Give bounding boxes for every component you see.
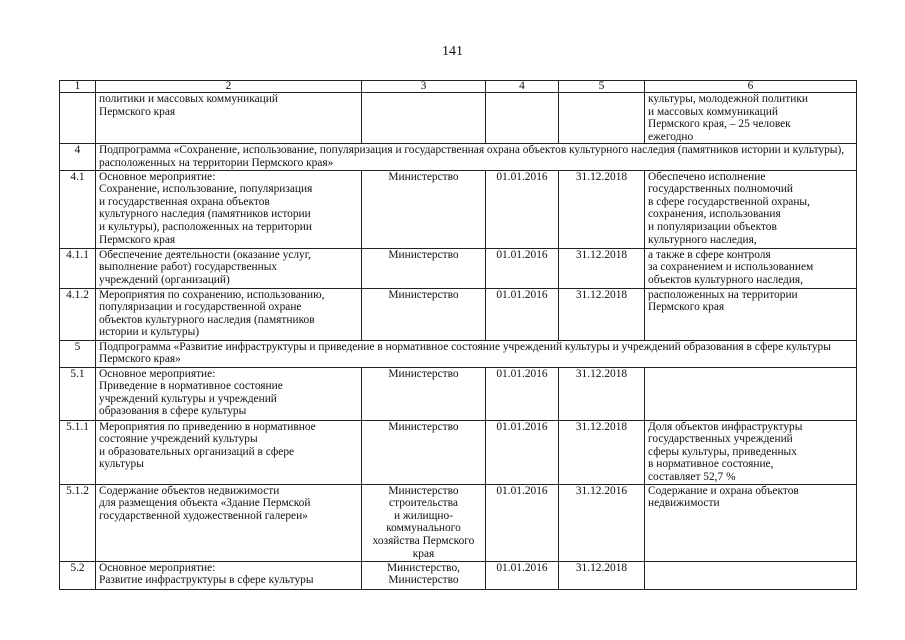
end-date: 31.12.2018 [559, 367, 645, 420]
expected-result: расположенных на территории Пермского края [645, 288, 857, 340]
start-date: 01.01.2016 [486, 484, 559, 561]
row-number: 5 [60, 340, 96, 367]
page-number: 141 [442, 44, 463, 59]
end-date: 31.12.2018 [559, 561, 645, 589]
row-number [60, 93, 96, 144]
responsible-executor: Министерство [362, 170, 486, 248]
activity-name: Основное мероприятие: Развитие инфраструктуры в сфере культуры [96, 561, 362, 589]
end-date: 31.12.2018 [559, 420, 645, 484]
column-number-row [60, 81, 857, 93]
responsible-executor: Министерство [362, 367, 486, 420]
expected-result: культуры, молодежной политики и массовых коммуникаций Пермского края, – 25 человек ежегодно [645, 93, 857, 144]
expected-result: Содержание и охрана объектов недвижимости [645, 484, 857, 561]
activity-name: Обеспечение деятельности (оказание услуг, выполнение работ) государственных учреждений (организаций) [96, 248, 362, 288]
table-row [60, 484, 857, 561]
start-date: 01.01.2016 [486, 288, 559, 340]
row-number: 4.1.1 [60, 248, 96, 288]
activity-name: политики и массовых коммуникаций Пермского края [96, 93, 362, 144]
responsible-executor: Министерство [362, 288, 486, 340]
table-row [60, 420, 857, 484]
end-date: 31.12.2018 [559, 248, 645, 288]
row-number: 5.1.1 [60, 420, 96, 484]
responsible-executor: Министерство [362, 420, 486, 484]
subprogram-title: Подпрограмма «Сохранение, использование, популяризация и государственная охрана объектов культурного наследия (памятников истории и культуры), расположенных на территории Пермского края» [96, 144, 857, 170]
start-date: 01.01.2016 [486, 170, 559, 248]
column-number-6: 6 [645, 81, 857, 93]
start-date [486, 93, 559, 144]
expected-result: а также в сфере контроля за сохранением и использованием объектов культурного наследия, [645, 248, 857, 288]
activity-name: Мероприятия по приведению в нормативное состояние учреждений культуры и образовательных организаций в сфере культуры [96, 420, 362, 484]
table-row [60, 367, 857, 420]
row-number: 4.1 [60, 170, 96, 248]
row-number: 5.1.2 [60, 484, 96, 561]
responsible-executor [362, 93, 486, 144]
start-date: 01.01.2016 [486, 420, 559, 484]
expected-result [645, 561, 857, 589]
table-row [60, 93, 857, 144]
expected-result [645, 367, 857, 420]
responsible-executor: Министерство строительства и жилищно- коммунального хозяйства Пермского края [362, 484, 486, 561]
column-number-1: 1 [60, 81, 96, 93]
responsible-executor: Министерство [362, 248, 486, 288]
row-number: 4.1.2 [60, 288, 96, 340]
end-date [559, 93, 645, 144]
table-body [60, 81, 857, 590]
start-date: 01.01.2016 [486, 248, 559, 288]
row-number: 4 [60, 144, 96, 170]
expected-result: Обеспечено исполнение государственных полномочий в сфере государственной охраны, сохранения, использования и популяризации объектов культурного наследия, [645, 170, 857, 248]
activity-name: Мероприятия по сохранению, использованию, популяризации и государственной охране объектов культурного наследия (памятников истории и культуры) [96, 288, 362, 340]
subprogram-title: Подпрограмма «Развитие инфраструктуры и приведение в нормативное состояние учреждений культуры и учреждений образования в сфере культуры Пермского края» [96, 340, 857, 367]
start-date: 01.01.2016 [486, 367, 559, 420]
table-row [60, 288, 857, 340]
row-number: 5.2 [60, 561, 96, 589]
subprogram-row [60, 340, 857, 367]
activity-name: Содержание объектов недвижимости для размещения объекта «Здание Пермской государственной художественной галереи» [96, 484, 362, 561]
responsible-executor: Министерство, Министерство [362, 561, 486, 589]
end-date: 31.12.2018 [559, 170, 645, 248]
activity-name: Основное мероприятие: Сохранение, использование, популяризация и государственная охрана объектов культурного наследия (памятников истории и культуры), расположенных на территории Пермского края [96, 170, 362, 248]
end-date: 31.12.2016 [559, 484, 645, 561]
subprogram-row [60, 144, 857, 170]
activity-name: Основное мероприятие: Приведение в нормативное состояние учреждений культуры и учреждений образования в сфере культуры [96, 367, 362, 420]
program-table [59, 80, 857, 590]
table-row [60, 170, 857, 248]
column-number-4: 4 [486, 81, 559, 93]
table-row [60, 248, 857, 288]
row-number: 5.1 [60, 367, 96, 420]
table-row [60, 561, 857, 589]
end-date: 31.12.2018 [559, 288, 645, 340]
column-number-3: 3 [362, 81, 486, 93]
start-date: 01.01.2016 [486, 561, 559, 589]
column-number-5: 5 [559, 81, 645, 93]
column-number-2: 2 [96, 81, 362, 93]
expected-result: Доля объектов инфраструктуры государственных учреждений сферы культуры, приведенных в нормативное состояние, составляет 52,7 % [645, 420, 857, 484]
